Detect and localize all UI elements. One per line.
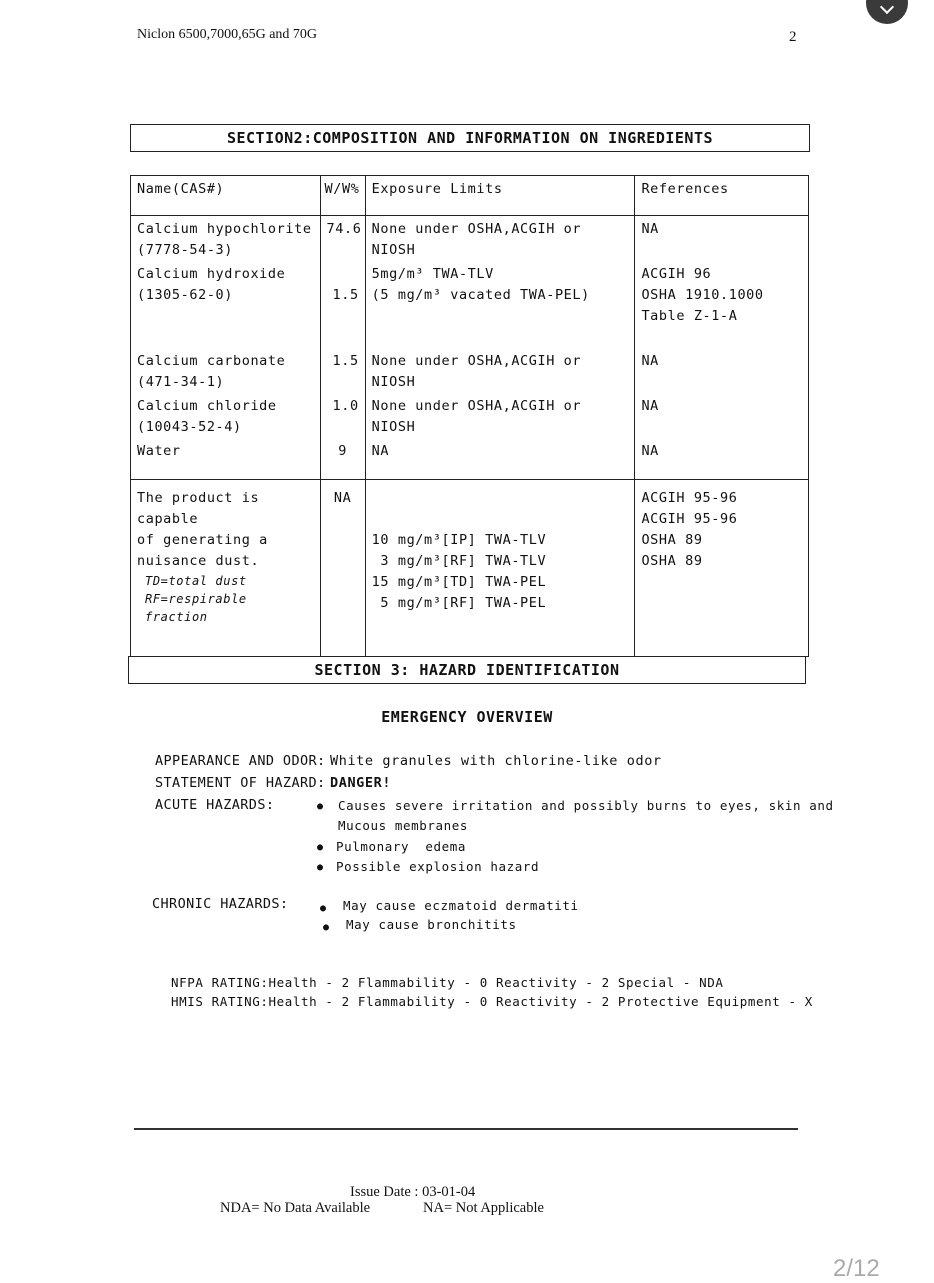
chronic-hazards-label: CHRONIC HAZARDS: [152, 896, 289, 912]
references: NA [635, 393, 809, 438]
bullet-icon: ● [320, 903, 327, 914]
column-header-ww: W/W% [320, 176, 365, 216]
table-row [131, 216, 809, 262]
statement-value: DANGER! [330, 775, 392, 791]
exposure-limits: None under OSHA,ACGIH or NIOSH [365, 216, 635, 262]
ingredient-name: Calcium chloride (10043-52-4) [131, 393, 321, 438]
table-row [131, 480, 809, 657]
hmis-rating: HMIS RATING:Health - 2 Flammability - 0 Reactivity - 2 Protective Equipment - X [171, 994, 813, 1009]
table-header-row [131, 176, 809, 216]
footer-divider [134, 1128, 798, 1130]
exposure-limits: 10 mg/m³[IP] TWA-TLV 3 mg/m³[RF] TWA-TLV 15 mg/m³[TD] TWA-PEL 5 mg/m³[RF] TWA-PEL [365, 480, 635, 657]
references: NA [635, 348, 809, 393]
ingredient-ww: NA [320, 480, 365, 657]
chronic-hazard-item: May cause bronchitits [346, 917, 517, 932]
table-row [131, 348, 809, 393]
section3-heading: SECTION 3: HAZARD IDENTIFICATION [128, 656, 806, 684]
appearance-label: APPEARANCE AND ODOR: [155, 753, 326, 769]
na-legend: NA= Not Applicable [423, 1200, 544, 1216]
ingredient-name: Water [131, 438, 321, 480]
ingredient-ww: 1.0 [320, 393, 365, 438]
references: ACGIH 95-96 ACGIH 95-96 OSHA 89 OSHA 89 [635, 480, 809, 657]
ingredient-name: The product is capable of generating a nuisance dust. TD=total dust RF=respirable fraction [131, 480, 321, 657]
references: NA [635, 438, 809, 480]
appearance-value: White granules with chlorine-like odor [330, 753, 662, 769]
bullet-icon: ● [317, 801, 324, 812]
acute-hazard-item: Pulmonary edema [336, 839, 467, 854]
exposure-limits: None under OSHA,ACGIH or NIOSH [365, 393, 635, 438]
emergency-overview-heading: EMERGENCY OVERVIEW [381, 708, 553, 726]
bullet-icon: ● [317, 862, 324, 873]
page-number: 2 [789, 29, 797, 45]
statement-label: STATEMENT OF HAZARD: [155, 775, 326, 791]
ingredient-ww: 1.5 [320, 348, 365, 393]
document-title: Niclon 6500,7000,65G and 70G [137, 27, 318, 42]
nfpa-rating: NFPA RATING:Health - 2 Flammability - 0 Reactivity - 2 Special - NDA [171, 975, 724, 990]
footnote-rf: RF=respirable fraction [145, 592, 247, 624]
composition-table [130, 175, 809, 657]
ingredient-ww: 74.6 [320, 216, 365, 262]
chronic-hazard-item: May cause eczmatoid dermatiti [343, 898, 579, 913]
ingredient-ww: 1.5 [320, 261, 365, 348]
acute-hazards-label: ACUTE HAZARDS: [155, 797, 275, 813]
expand-button[interactable] [866, 0, 908, 24]
ingredient-name: Calcium hypochlorite (7778-54-3) [131, 216, 321, 262]
ingredient-name: Calcium hydroxide (1305-62-0) [131, 261, 321, 348]
exposure-limits: NA [365, 438, 635, 480]
column-header-exposure: Exposure Limits [365, 176, 635, 216]
ingredient-ww: 9 [320, 438, 365, 480]
column-header-name: Name(CAS#) [131, 176, 321, 216]
references: ACGIH 96 OSHA 1910.1000 Table Z-1-A [635, 261, 809, 348]
exposure-limits: 5mg/m³ TWA-TLV (5 mg/m³ vacated TWA-PEL) [365, 261, 635, 348]
nda-legend: NDA= No Data Available [220, 1200, 371, 1216]
issue-date: Issue Date : 03-01-04 [350, 1184, 476, 1200]
ingredient-name: Calcium carbonate (471-34-1) [131, 348, 321, 393]
acute-hazard-item: Causes severe irritation and possibly burns to eyes, skin and [338, 798, 834, 813]
exposure-limits: None under OSHA,ACGIH or NIOSH [365, 348, 635, 393]
section2-heading: SECTION2:COMPOSITION AND INFORMATION ON INGREDIENTS [130, 124, 810, 152]
table-row [131, 393, 809, 438]
bullet-icon: ● [317, 842, 324, 853]
references: NA [635, 216, 809, 262]
acute-hazard-item: Mucous membranes [338, 818, 469, 833]
page-indicator: 2/12 [833, 1255, 880, 1282]
bullet-icon: ● [323, 922, 330, 933]
table-row [131, 261, 809, 348]
table-row [131, 438, 809, 480]
footnote-td: TD=total dust [145, 574, 247, 588]
acute-hazard-item: Possible explosion hazard [336, 859, 540, 874]
column-header-references: References [635, 176, 809, 216]
